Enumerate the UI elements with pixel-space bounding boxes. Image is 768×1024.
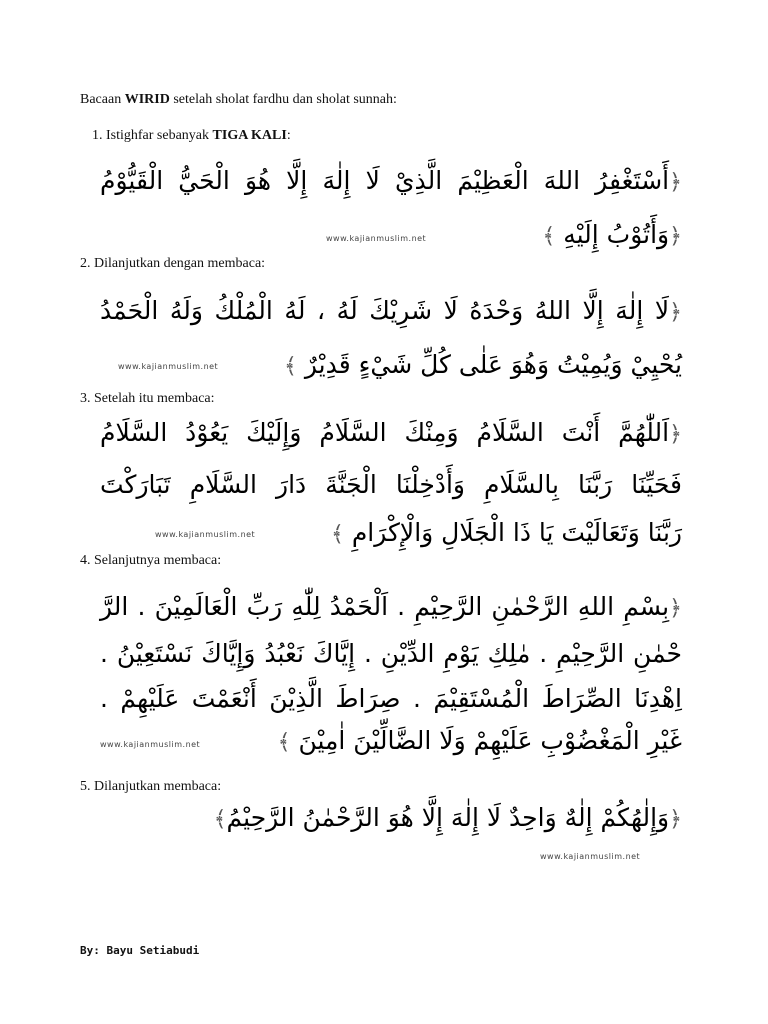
arabic-line: ﴿بِسْمِ اللهِ الرَّحْمٰنِ الرَّحِيْمِ . اَلْحَمْدُ لِلّٰهِ رَبِّ الْعَالَمِيْنَ . الرَّ [100,592,682,621]
watermark: www.kajianmuslim.net [155,530,256,539]
heading-2: 2. Dilanjutkan dengan membaca: [80,256,266,271]
arabic-line: غَيْرِ الْمَغْضُوْبِ عَلَيْهِمْ وَلَا الضَّالِّيْنَ اٰمِيْنَ ﴾ [277,726,682,755]
heading-4: 4. Selanjutnya membaca: [80,553,222,568]
arabic-line: يُحْيِيْ وَيُمِيْتُ وَهُوَ عَلٰى كُلِّ شَيْءٍ قَدِيْرٌ ﴾ [284,350,682,379]
watermark: www.kajianmuslim.net [540,852,641,861]
arabic-line: حْمٰنِ الرَّحِيْمِ . مٰلِكِ يَوْمِ الدِّيْنِ . إِيَّاكَ نَعْبُدُ وَإِيَّاكَ نَسْتَعِيْنُ . [100,639,682,668]
arabic-line: ﴿اَللّٰهُمَّ أَنْتَ السَّلَامُ وَمِنْكَ السَّلَامُ وَإِلَيْكَ يَعُوْدُ السَّلَامُ [100,418,682,447]
heading-1: 1. Istighfar sebanyak TIGA KALI: [92,128,291,143]
intro-text: Bacaan WIRID setelah sholat fardhu dan sholat sunnah: [80,92,397,107]
author-footer: By: Bayu Setiabudi [80,944,200,957]
arabic-line: ﴿لَا إِلٰهَ إِلَّا اللهُ وَحْدَهُ لَا شَرِيْكَ لَهُ ، لَهُ الْمُلْكُ وَلَهُ الْحَمْدُ [100,296,682,325]
watermark: www.kajianmuslim.net [100,740,201,749]
watermark: www.kajianmuslim.net [326,234,427,243]
arabic-line: اِهْدِنَا الصِّرَاطَ الْمُسْتَقِيْمَ . صِرَاطَ الَّذِيْنَ أَنْعَمْتَ عَلَيْهِمْ . [100,684,682,713]
arabic-line: ﴿وَأَتُوْبُ إِلَيْهِ ﴾ [542,220,682,249]
arabic-line: فَحَيِّنَا رَبَّنَا بِالسَّلَامِ وَأَدْخِلْنَا الْجَنَّةَ دَارَ السَّلَامِ تَبَارَكْتَ [100,470,682,499]
heading-3: 3. Setelah itu membaca: [80,391,215,406]
arabic-line: ﴿وَإِلٰهُكُمْ إِلٰهٌ وَاحِدٌ لَا إِلٰهَ إِلَّا هُوَ الرَّحْمٰنُ الرَّحِيْمُ﴾ [213,803,682,832]
arabic-line: رَبَّنَا وَتَعَالَيْتَ يَا ذَا الْجَلَالِ وَالْإِكْرَامِ ﴾ [330,518,682,547]
arabic-line: ﴿أَسْتَغْفِرُ اللهَ الْعَظِيْمَ الَّذِيْ لَا إِلٰهَ إِلَّا هُوَ الْحَيُّ الْقَيُّوْمُ [100,166,682,195]
watermark: www.kajianmuslim.net [118,362,219,371]
heading-5: 5. Dilanjutkan membaca: [80,779,222,794]
